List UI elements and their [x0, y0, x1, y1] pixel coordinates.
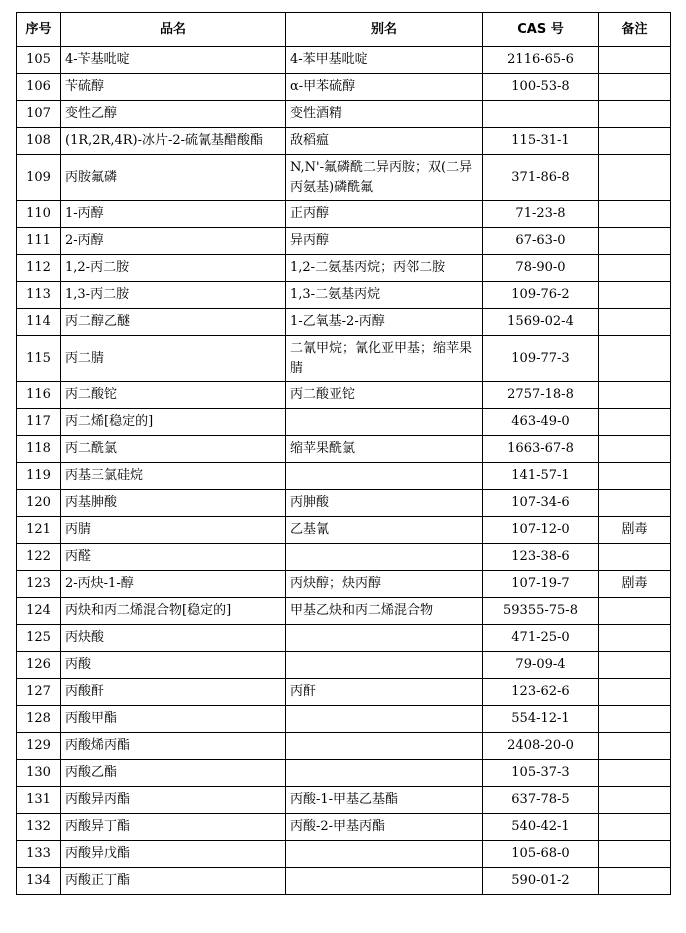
row-name: 丙酸正丁酯: [61, 868, 286, 895]
row-note: [599, 733, 671, 760]
row-number: 108: [17, 128, 61, 155]
table-row: [17, 409, 671, 436]
row-alias: 二氰甲烷；氰化亚甲基；缩苹果腈: [286, 336, 483, 382]
row-number: 131: [17, 787, 61, 814]
row-cas: 1569-02-4: [483, 309, 599, 336]
table-row: [17, 201, 671, 228]
row-name: 1,3-丙二胺: [61, 282, 286, 309]
row-note: [599, 255, 671, 282]
row-name: 丙基胂酸: [61, 490, 286, 517]
row-alias: 1,2-二氨基丙烷；丙邻二胺: [286, 255, 483, 282]
row-name: 丙酸酐: [61, 679, 286, 706]
row-alias: 丙二酸亚铊: [286, 382, 483, 409]
table-row: [17, 760, 671, 787]
row-name: 丙酸异丙酯: [61, 787, 286, 814]
row-cas: 2116-65-6: [483, 47, 599, 74]
table-row: [17, 463, 671, 490]
row-number: 106: [17, 74, 61, 101]
row-number: 113: [17, 282, 61, 309]
table-row: [17, 625, 671, 652]
row-alias: 缩苹果酰氯: [286, 436, 483, 463]
row-cas: 71-23-8: [483, 201, 599, 228]
row-number: 122: [17, 544, 61, 571]
table-row: [17, 282, 671, 309]
row-name: 丙二腈: [61, 336, 286, 382]
row-note: [599, 155, 671, 201]
table-row: [17, 598, 671, 625]
row-alias: α-甲苯硫醇: [286, 74, 483, 101]
row-note: [599, 436, 671, 463]
row-note: [599, 706, 671, 733]
row-alias: [286, 409, 483, 436]
row-cas: 78-90-0: [483, 255, 599, 282]
table-row: [17, 309, 671, 336]
row-cas: 109-76-2: [483, 282, 599, 309]
row-note: [599, 228, 671, 255]
row-note: [599, 598, 671, 625]
row-note: 剧毒: [599, 517, 671, 544]
row-number: 105: [17, 47, 61, 74]
row-number: 128: [17, 706, 61, 733]
row-name: 2-丙醇: [61, 228, 286, 255]
row-number: 133: [17, 841, 61, 868]
row-number: 116: [17, 382, 61, 409]
row-number: 118: [17, 436, 61, 463]
row-number: 130: [17, 760, 61, 787]
header-name: 品名: [61, 13, 286, 47]
header-cas: CAS 号: [483, 13, 599, 47]
table-row: [17, 571, 671, 598]
row-note: [599, 74, 671, 101]
row-cas: 471-25-0: [483, 625, 599, 652]
row-name: 丙炔和丙二烯混合物[稳定的]: [61, 598, 286, 625]
row-number: 129: [17, 733, 61, 760]
row-number: 110: [17, 201, 61, 228]
row-cas: 123-38-6: [483, 544, 599, 571]
row-number: 109: [17, 155, 61, 201]
row-note: [599, 625, 671, 652]
row-note: [599, 679, 671, 706]
row-cas: 107-12-0: [483, 517, 599, 544]
row-number: 132: [17, 814, 61, 841]
row-alias: N,N'-氟磷酰二异丙胺；双(二异丙氨基)磷酰氟: [286, 155, 483, 201]
row-cas: 115-31-1: [483, 128, 599, 155]
row-note: [599, 490, 671, 517]
row-name: 1-丙醇: [61, 201, 286, 228]
row-note: [599, 463, 671, 490]
row-alias: [286, 760, 483, 787]
row-note: [599, 47, 671, 74]
row-number: 126: [17, 652, 61, 679]
table-row: [17, 255, 671, 282]
row-alias: 异丙醇: [286, 228, 483, 255]
row-note: [599, 309, 671, 336]
row-note: [599, 841, 671, 868]
row-note: [599, 282, 671, 309]
table-row: [17, 868, 671, 895]
header-alias: 别名: [286, 13, 483, 47]
row-alias: [286, 868, 483, 895]
row-number: 127: [17, 679, 61, 706]
row-number: 123: [17, 571, 61, 598]
row-alias: 丙酐: [286, 679, 483, 706]
table-body: [17, 47, 671, 895]
row-name: 丙炔酸: [61, 625, 286, 652]
row-number: 117: [17, 409, 61, 436]
row-name: 丙二酰氯: [61, 436, 286, 463]
row-number: 134: [17, 868, 61, 895]
table-row: [17, 74, 671, 101]
row-name: 丙胺氟磷: [61, 155, 286, 201]
row-name: 变性乙醇: [61, 101, 286, 128]
row-name: 丙腈: [61, 517, 286, 544]
row-name: 1,2-丙二胺: [61, 255, 286, 282]
row-cas: 100-53-8: [483, 74, 599, 101]
row-cas: 141-57-1: [483, 463, 599, 490]
row-name: 丙酸乙酯: [61, 760, 286, 787]
table-row: [17, 128, 671, 155]
row-cas: 554-12-1: [483, 706, 599, 733]
row-cas: 2757-18-8: [483, 382, 599, 409]
row-cas: 79-09-4: [483, 652, 599, 679]
row-note: [599, 409, 671, 436]
row-cas: 109-77-3: [483, 336, 599, 382]
row-note: [599, 128, 671, 155]
row-cas: 59355-75-8: [483, 598, 599, 625]
row-name: 丙基三氯硅烷: [61, 463, 286, 490]
row-name: 苄硫醇: [61, 74, 286, 101]
row-alias: [286, 652, 483, 679]
row-cas: 67-63-0: [483, 228, 599, 255]
row-note: [599, 868, 671, 895]
table-row: [17, 336, 671, 382]
row-cas: 590-01-2: [483, 868, 599, 895]
table-row: [17, 490, 671, 517]
row-number: 125: [17, 625, 61, 652]
row-note: [599, 201, 671, 228]
row-note: [599, 652, 671, 679]
row-cas: 123-62-6: [483, 679, 599, 706]
row-cas: 105-68-0: [483, 841, 599, 868]
table-row: [17, 679, 671, 706]
row-number: 114: [17, 309, 61, 336]
row-alias: 正丙醇: [286, 201, 483, 228]
row-number: 121: [17, 517, 61, 544]
row-alias: [286, 625, 483, 652]
row-cas: 463-49-0: [483, 409, 599, 436]
header-note: 备注: [599, 13, 671, 47]
row-alias: 敌稻瘟: [286, 128, 483, 155]
row-alias: [286, 544, 483, 571]
header-no: 序号: [17, 13, 61, 47]
row-cas: 105-37-3: [483, 760, 599, 787]
row-name: 丙酸烯丙酯: [61, 733, 286, 760]
row-number: 120: [17, 490, 61, 517]
row-alias: 丙炔醇；炔丙醇: [286, 571, 483, 598]
row-alias: 乙基氰: [286, 517, 483, 544]
table-row: [17, 544, 671, 571]
table-row: [17, 787, 671, 814]
row-alias: 1,3-二氨基丙烷: [286, 282, 483, 309]
row-alias: [286, 733, 483, 760]
row-name: 丙酸: [61, 652, 286, 679]
row-cas: 2408-20-0: [483, 733, 599, 760]
row-name: 丙二醇乙醚: [61, 309, 286, 336]
table-row: [17, 155, 671, 201]
row-alias: 变性酒精: [286, 101, 483, 128]
table-row: [17, 706, 671, 733]
row-cas: 107-19-7: [483, 571, 599, 598]
row-name: 4-苄基吡啶: [61, 47, 286, 74]
table-row: [17, 228, 671, 255]
row-name: 丙醛: [61, 544, 286, 571]
row-cas: 1663-67-8: [483, 436, 599, 463]
row-alias: 1-乙氧基-2-丙醇: [286, 309, 483, 336]
row-cas: [483, 101, 599, 128]
row-name: (1R,2R,4R)-冰片-2-硫氰基醋酸酯: [61, 128, 286, 155]
row-name: 丙二酸铊: [61, 382, 286, 409]
table-row: [17, 652, 671, 679]
row-number: 112: [17, 255, 61, 282]
table-row: [17, 436, 671, 463]
table-row: [17, 733, 671, 760]
row-note: 剧毒: [599, 571, 671, 598]
row-note: [599, 787, 671, 814]
table-header-row: [17, 13, 671, 47]
row-name: 丙酸甲酯: [61, 706, 286, 733]
row-cas: 540-42-1: [483, 814, 599, 841]
row-cas: 107-34-6: [483, 490, 599, 517]
row-note: [599, 336, 671, 382]
row-name: 2-丙炔-1-醇: [61, 571, 286, 598]
row-number: 111: [17, 228, 61, 255]
row-note: [599, 544, 671, 571]
row-name: 丙酸异戊酯: [61, 841, 286, 868]
row-alias: [286, 706, 483, 733]
row-alias: 丙酸-1-甲基乙基酯: [286, 787, 483, 814]
row-note: [599, 382, 671, 409]
row-cas: 637-78-5: [483, 787, 599, 814]
row-alias: [286, 841, 483, 868]
table-row: [17, 382, 671, 409]
row-number: 124: [17, 598, 61, 625]
row-note: [599, 101, 671, 128]
row-alias: 4-苯甲基吡啶: [286, 47, 483, 74]
row-note: [599, 814, 671, 841]
row-alias: 甲基乙炔和丙二烯混合物: [286, 598, 483, 625]
row-name: 丙二烯[稳定的]: [61, 409, 286, 436]
table-row: [17, 814, 671, 841]
row-number: 107: [17, 101, 61, 128]
row-number: 119: [17, 463, 61, 490]
row-name: 丙酸异丁酯: [61, 814, 286, 841]
table-row: [17, 47, 671, 74]
row-number: 115: [17, 336, 61, 382]
row-alias: 丙胂酸: [286, 490, 483, 517]
chemical-table: [16, 12, 671, 895]
row-note: [599, 760, 671, 787]
row-cas: 371-86-8: [483, 155, 599, 201]
row-alias: [286, 463, 483, 490]
table-row: [17, 101, 671, 128]
row-alias: 丙酸-2-甲基丙酯: [286, 814, 483, 841]
table-row: [17, 841, 671, 868]
table-row: [17, 517, 671, 544]
